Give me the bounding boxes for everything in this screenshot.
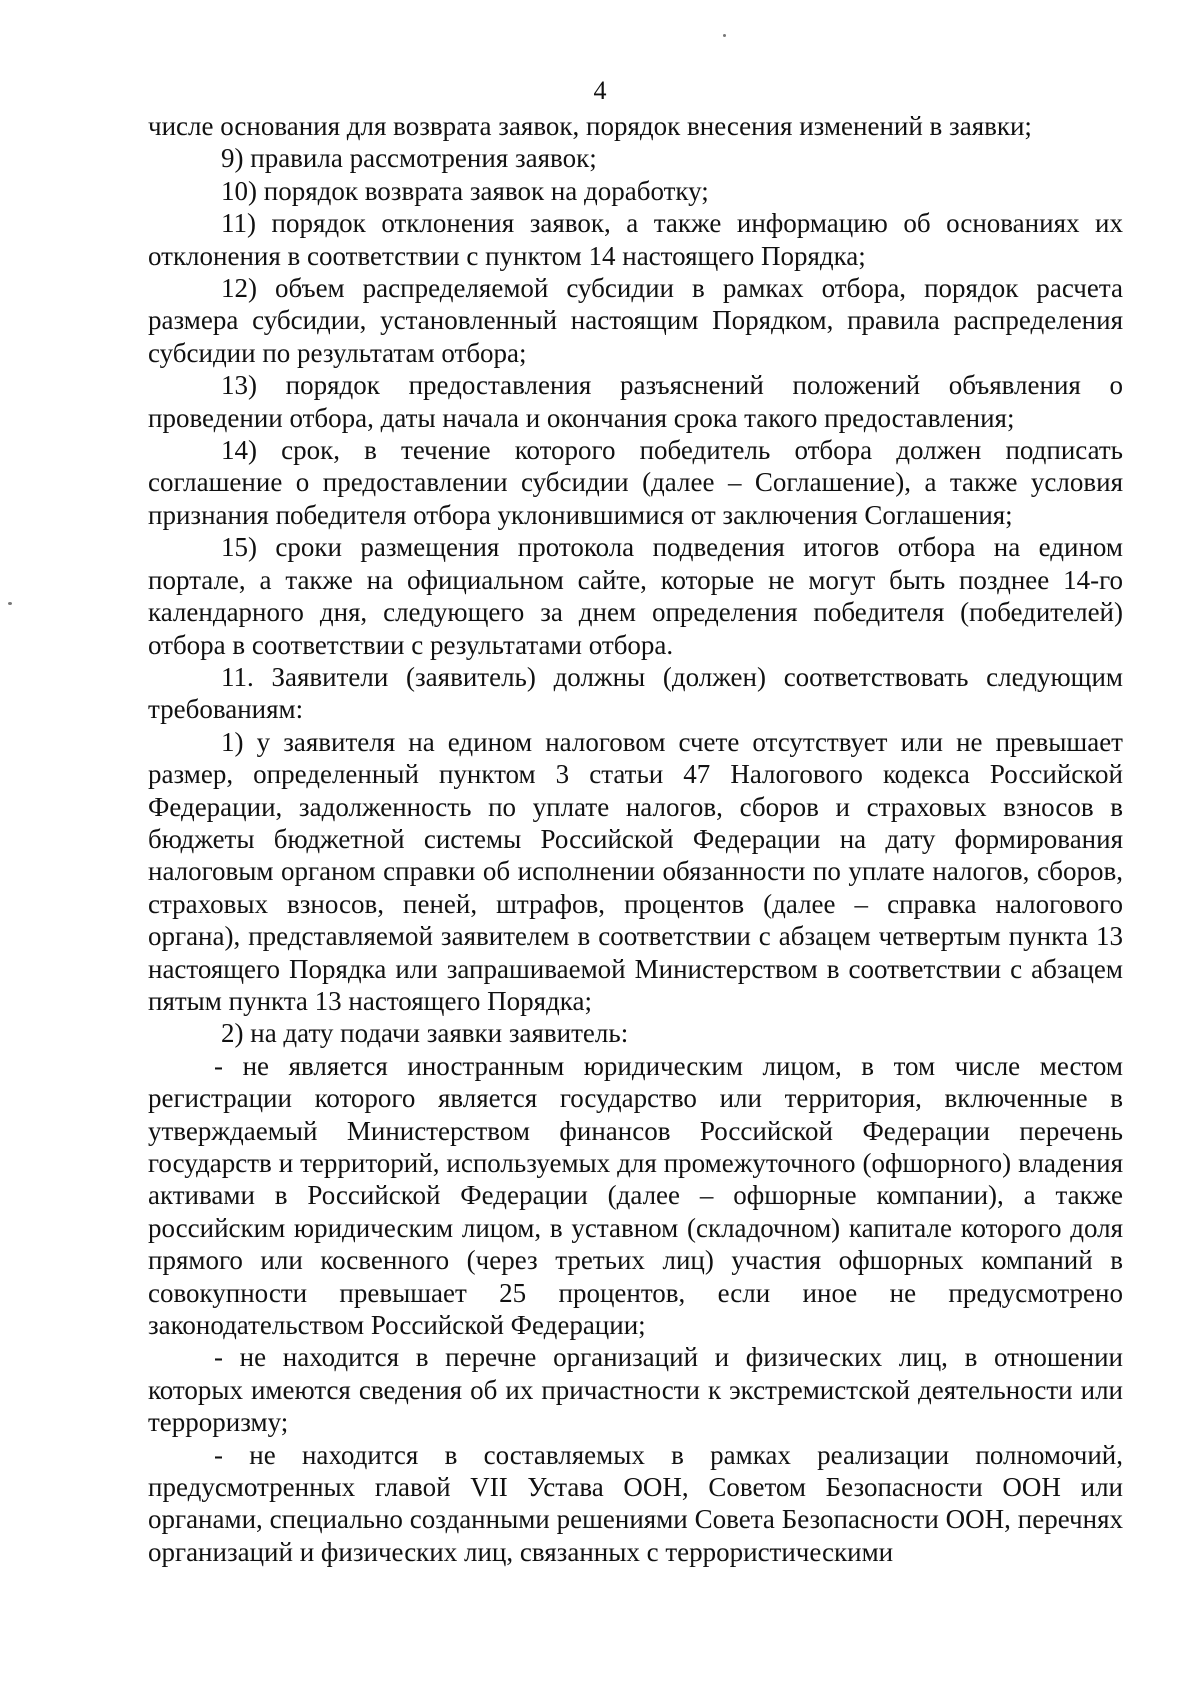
paragraph-item-12: 12) объем распределяемой субсидии в рамках отбора, порядок расчета размера субсидии, установленный настоящим Порядком, правила распределения субсидии по результатам отбора; bbox=[148, 273, 1123, 368]
paragraph-item-9: 9) правила рассмотрения заявок; bbox=[221, 143, 597, 174]
paragraph-item-11: 11) порядок отклонения заявок, а также информацию об основаниях их отклонения в соответствии с пунктом 14 настоящего Порядка; bbox=[148, 208, 1123, 271]
paragraph-item-10: 10) порядок возврата заявок на доработку; bbox=[221, 175, 709, 206]
scan-speck bbox=[723, 34, 726, 37]
document-body bbox=[148, 110, 1123, 1568]
scan-speck bbox=[8, 602, 12, 605]
paragraph-requirement-1: 1) у заявителя на едином налоговом счете отсутствует или не превышает размер, определенный пунктом 3 статьи 47 Налогового кодекса Российской Федерации, задолженность по уплате налогов, сборов и страховых взносов в бюджеты бюджетной системы Российской Федерации на дату формирования налоговым органом справки об исполнении обязанности по уплате налогов, сборов, страховых взносов, пеней, штрафов, процентов (далее – справка налогового органа), представляемой заявителем в соответствии с абзацем четвертым пункта 13 настоящего Порядка или запрашиваемой Министерством в соответствии с абзацем пятым пункта 13 настоящего Порядка; bbox=[148, 726, 1123, 1016]
paragraph-bullet-un-lists: - не находится в составляемых в рамках реализации полномочий, предусмотренных главой VII Устава ООН, Советом Безопасности ООН или органами, специально созданными решениями Совета Безопасности ООН, перечнях организаций и физических лиц, связанных с террористическими bbox=[148, 1439, 1123, 1567]
paragraph-section-11: 11. Заявители (заявитель) должны (должен) соответствовать следующим требованиям: bbox=[148, 661, 1123, 725]
paragraph-continuation: числе основания для возврата заявок, порядок внесения изменений в заявки; bbox=[148, 111, 1032, 141]
paragraph-requirement-2: 2) на дату подачи заявки заявитель: bbox=[221, 1018, 629, 1049]
page-number: 4 bbox=[593, 76, 607, 105]
paragraph-bullet-offshore: - не является иностранным юридическим лицом, в том числе местом регистрации которого является государство или территория, включенные в утверждаемый Министерством финансов Российской Федерации перечень государств и территорий, используемых для промежуточного (офшорного) владения активами в Российской Федерации (далее – офшорные компании), а также российским юридическим лицом, в уставном (складочном) капитале которого доля прямого или косвенного (через третьих лиц) участия офшорных компаний в совокупности превышает 25 процентов, если иное не предусмотрено законодательством Российской Федерации; bbox=[148, 1050, 1123, 1341]
paragraph-bullet-extremism: - не находится в перечне организаций и физических лиц, в отношении которых имеются сведения об их причастности к экстремистской деятельности или терроризму; bbox=[148, 1342, 1123, 1438]
paragraph-item-15: 15) сроки размещения протокола подведения итогов отбора на едином портале, а также на официальном сайте, которые не могут быть позднее 14-го календарного дня, следующего за днем определения победителя (победителей) отбора в соответствии с результатами отбора. bbox=[148, 532, 1123, 660]
paragraph-item-14: 14) срок, в течение которого победитель отбора должен подписать соглашение о предоставлении субсидии (далее – Соглашение), а также условия признания победителя отбора уклонившимися от заключения Соглашения; bbox=[148, 435, 1123, 530]
paragraph-item-13: 13) порядок предоставления разъяснений положений объявления о проведении отбора, даты начала и окончания срока такого предоставления; bbox=[148, 370, 1123, 433]
